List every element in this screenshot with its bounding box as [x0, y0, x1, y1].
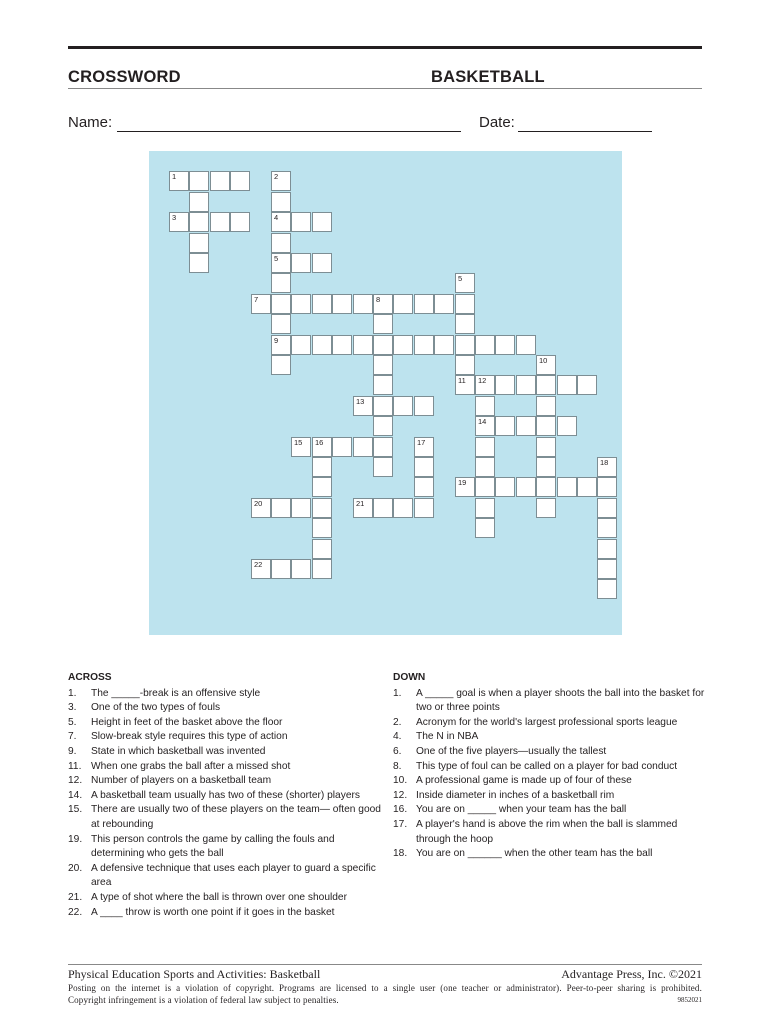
clue-num: 4.: [393, 731, 402, 743]
clue-number: 19: [458, 478, 467, 487]
down-heading: DOWN: [393, 672, 426, 683]
crossword-cell[interactable]: [271, 253, 291, 273]
across-clue: [68, 774, 390, 789]
crossword-cell[interactable]: [597, 457, 617, 477]
clue-number: 17: [417, 438, 426, 447]
clue-number: 9: [274, 336, 279, 345]
down-clue: [393, 687, 705, 716]
clue-num: 14.: [68, 789, 83, 801]
crossword-cell[interactable]: [210, 212, 230, 232]
name-field[interactable]: [117, 131, 461, 132]
product-code: 9852021: [677, 996, 702, 1004]
clue-number: 13: [356, 397, 365, 406]
crossword-cell[interactable]: [475, 375, 495, 395]
crossword-cell[interactable]: [271, 212, 291, 232]
crossword-cell[interactable]: [475, 498, 495, 518]
crossword-cell[interactable]: [373, 416, 393, 436]
crossword-cell[interactable]: [189, 233, 209, 253]
crossword-cell[interactable]: [271, 335, 291, 355]
crossword-cell[interactable]: [353, 396, 373, 416]
clue-text: You are on _____ when your team has the ball: [416, 804, 627, 816]
crossword-cell[interactable]: [516, 335, 536, 355]
clue-text: Height in feet of the basket above the floor: [91, 716, 283, 728]
crossword-cell[interactable]: [271, 171, 291, 191]
clue-num: 12.: [393, 789, 408, 801]
crossword-cell[interactable]: [577, 477, 597, 497]
crossword-cell[interactable]: [230, 212, 250, 232]
clue-num: 17.: [393, 818, 408, 830]
crossword-cell[interactable]: [536, 355, 556, 375]
down-clue: [393, 716, 705, 731]
crossword-cell[interactable]: [495, 416, 515, 436]
crossword-cell[interactable]: [393, 294, 413, 314]
clue-number: 8: [376, 295, 381, 304]
crossword-cell[interactable]: [516, 375, 536, 395]
crossword-cell[interactable]: [577, 375, 597, 395]
crossword-cell[interactable]: [271, 233, 291, 253]
clue-num: 16.: [393, 804, 408, 816]
crossword-cell[interactable]: [536, 396, 556, 416]
across-heading: ACROSS: [68, 672, 112, 683]
crossword-cell[interactable]: [373, 335, 393, 355]
clue-number: 11: [458, 376, 466, 385]
crossword-cell[interactable]: [312, 498, 332, 518]
crossword-cell[interactable]: [414, 335, 434, 355]
crossword-cell[interactable]: [332, 437, 352, 457]
clue-text: A professional game is made up of four of these: [416, 775, 632, 787]
crossword-cell[interactable]: [536, 416, 556, 436]
crossword-cell[interactable]: [475, 437, 495, 457]
clue-num: 5.: [68, 716, 77, 728]
crossword-cell[interactable]: [455, 355, 475, 375]
date-field[interactable]: [518, 131, 652, 132]
crossword-cell[interactable]: [557, 375, 577, 395]
crossword-cell[interactable]: [271, 355, 291, 375]
clue-text: A player's hand is above the rim when the ball is slammed through the hoop: [416, 818, 678, 845]
clue-num: 11.: [68, 760, 82, 772]
footer-title: Physical Education Sports and Activities: Basketball: [68, 967, 321, 981]
clue-text: A type of shot where the ball is thrown over one shoulder: [91, 891, 347, 903]
crossword-cell[interactable]: [557, 416, 577, 436]
across-clue: [68, 833, 390, 862]
crossword-cell[interactable]: [516, 477, 536, 497]
crossword-cell[interactable]: [353, 437, 373, 457]
down-clue: [393, 789, 705, 804]
across-clue: [68, 803, 390, 832]
across-clue: [68, 716, 390, 731]
clue-num: 1.: [68, 687, 77, 699]
crossword-cell[interactable]: [373, 294, 393, 314]
clue-number: 22: [254, 560, 263, 569]
crossword-cell[interactable]: [414, 294, 434, 314]
down-clue: [393, 774, 705, 789]
crossword-cell[interactable]: [597, 477, 617, 497]
across-clue: [68, 891, 390, 906]
clue-text: Slow-break style requires this type of action: [91, 731, 288, 743]
clue-num: 10.: [393, 775, 408, 787]
date-label: Date:: [479, 114, 515, 131]
crossword-cell[interactable]: [536, 457, 556, 477]
clue-number: 7: [254, 295, 259, 304]
crossword-cell[interactable]: [495, 477, 515, 497]
name-label: Name:: [68, 114, 113, 131]
crossword-cell[interactable]: [271, 192, 291, 212]
copyright-notice: Posting on the internet is a violation of copyright. Programs are licensed to a single user (one teacher or administrator). Peer-to-peer sharing is prohibited.: [68, 983, 702, 993]
crossword-cell[interactable]: [455, 477, 475, 497]
clue-number: 14: [478, 417, 487, 426]
crossword-cell[interactable]: [455, 375, 475, 395]
clue-text: There are usually two of these players on the team— often good at rebounding: [91, 804, 381, 830]
crossword-cell[interactable]: [475, 396, 495, 416]
clue-text: One of the five players—usually the tallest: [416, 745, 607, 757]
crossword-cell[interactable]: [597, 498, 617, 518]
clue-text: A defensive technique that uses each player to guard a specific area: [91, 862, 376, 889]
clue-num: 12.: [68, 775, 83, 787]
crossword-cell[interactable]: [414, 396, 434, 416]
clue-number: 3: [172, 213, 177, 222]
clue-num: 20.: [68, 862, 83, 874]
crossword-cell[interactable]: [597, 539, 617, 559]
crossword-cell[interactable]: [291, 498, 311, 518]
clue-text: Number of players on a basketball team: [91, 775, 272, 787]
top-rule: [68, 46, 702, 49]
crossword-cell[interactable]: [455, 335, 475, 355]
crossword-cell[interactable]: [393, 335, 413, 355]
crossword-cell[interactable]: [475, 457, 495, 477]
across-clue: [68, 862, 390, 891]
clue-num: 1.: [393, 687, 402, 699]
crossword-cell[interactable]: [373, 457, 393, 477]
crossword-cell[interactable]: [271, 294, 291, 314]
crossword-cell[interactable]: [312, 518, 332, 538]
clue-text: This type of foul can be called on a player for bad conduct: [416, 760, 678, 772]
clue-text: A _____ goal is when a player shoots the ball into the basket for two or three points: [416, 687, 705, 714]
crossword-cell[interactable]: [271, 498, 291, 518]
crossword-cell[interactable]: [536, 437, 556, 457]
clue-num: 3.: [68, 702, 77, 714]
crossword-cell[interactable]: [291, 437, 311, 457]
crossword-cell[interactable]: [373, 355, 393, 375]
crossword-cell[interactable]: [597, 518, 617, 538]
clue-text: Acronym for the world's largest professional sports league: [416, 716, 678, 728]
crossword-cell[interactable]: [291, 212, 311, 232]
crossword-cell[interactable]: [516, 416, 536, 436]
crossword-cell[interactable]: [393, 396, 413, 416]
crossword-cell[interactable]: [373, 498, 393, 518]
clue-number: 2: [274, 172, 279, 181]
clue-number: 12: [478, 376, 487, 385]
crossword-cell[interactable]: [189, 253, 209, 273]
clue-num: 22.: [68, 906, 83, 918]
down-clue: [393, 847, 705, 862]
clue-text: The N in NBA: [416, 731, 479, 743]
crossword-cell[interactable]: [169, 171, 189, 191]
clue-number: 18: [600, 458, 609, 467]
crossword-cell[interactable]: [373, 396, 393, 416]
crossword-cell[interactable]: [475, 477, 495, 497]
crossword-cell[interactable]: [271, 273, 291, 293]
clue-text: You are on ______ when the other team has the ball: [416, 848, 653, 860]
crossword-cell[interactable]: [353, 294, 373, 314]
crossword-cell[interactable]: [455, 273, 475, 293]
worksheet-topic: BASKETBALL: [431, 68, 545, 86]
clue-num: 21.: [68, 891, 83, 903]
crossword-cell[interactable]: [251, 498, 271, 518]
clue-number: 5: [458, 274, 463, 283]
crossword-cell[interactable]: [414, 498, 434, 518]
crossword-cell[interactable]: [251, 559, 271, 579]
crossword-cell[interactable]: [312, 437, 332, 457]
clue-text: Inside diameter in inches of a basketball rim: [416, 789, 615, 801]
clue-number: 4: [274, 213, 279, 222]
crossword-cell[interactable]: [414, 477, 434, 497]
crossword-cell[interactable]: [353, 498, 373, 518]
crossword-cell[interactable]: [312, 294, 332, 314]
crossword-cell[interactable]: [475, 518, 495, 538]
clue-num: 8.: [393, 760, 402, 772]
crossword-cell[interactable]: [373, 314, 393, 334]
copyright-penalty: Copyright infringement is a violation of federal law subject to penalties.: [68, 995, 339, 1005]
across-clue: [68, 687, 390, 702]
clue-number: 10: [539, 356, 548, 365]
crossword-cell[interactable]: [353, 335, 373, 355]
clue-number: 16: [315, 438, 324, 447]
clue-num: 2.: [393, 716, 402, 728]
crossword-cell[interactable]: [393, 498, 413, 518]
clue-text: A ____ throw is worth one point if it goes in the basket: [91, 906, 335, 918]
across-clue: [68, 745, 390, 760]
crossword-cell[interactable]: [312, 539, 332, 559]
crossword-cell[interactable]: [312, 212, 332, 232]
crossword-cell[interactable]: [373, 437, 393, 457]
footer-publisher: Advantage Press, Inc. ©2021: [561, 967, 702, 981]
crossword-cell[interactable]: [312, 559, 332, 579]
down-clue: [393, 730, 705, 745]
crossword-cell[interactable]: [291, 335, 311, 355]
crossword-cell[interactable]: [251, 294, 271, 314]
clue-text: One of the two types of fouls: [91, 702, 221, 714]
clue-num: 6.: [393, 745, 402, 757]
footer-rule: [68, 964, 702, 965]
down-clues: [393, 671, 705, 862]
across-clue: [68, 730, 390, 745]
across-clue: [68, 789, 390, 804]
crossword-cell[interactable]: [434, 294, 454, 314]
crossword-cell[interactable]: [434, 335, 454, 355]
crossword-cell[interactable]: [495, 335, 515, 355]
crossword-cell[interactable]: [536, 375, 556, 395]
crossword-cell[interactable]: [414, 457, 434, 477]
crossword-cell[interactable]: [557, 477, 577, 497]
crossword-cell[interactable]: [271, 559, 291, 579]
clue-num: 18.: [393, 848, 408, 860]
crossword-cell[interactable]: [455, 314, 475, 334]
crossword-cell[interactable]: [536, 477, 556, 497]
clue-num: 19.: [68, 833, 83, 845]
crossword-cell[interactable]: [189, 171, 209, 191]
crossword-cell[interactable]: [475, 335, 495, 355]
crossword-cell[interactable]: [312, 335, 332, 355]
down-clue: [393, 818, 705, 847]
clue-number: 15: [294, 438, 303, 447]
crossword-cell[interactable]: [536, 498, 556, 518]
clue-text: State in which basketball was invented: [91, 745, 266, 757]
crossword-cell[interactable]: [312, 477, 332, 497]
crossword-cell[interactable]: [597, 559, 617, 579]
crossword-cell[interactable]: [210, 171, 230, 191]
crossword-cell[interactable]: [455, 294, 475, 314]
crossword-cell[interactable]: [597, 579, 617, 599]
crossword-cell[interactable]: [312, 457, 332, 477]
clue-number: 20: [254, 499, 263, 508]
clue-text: When one grabs the ball after a missed shot: [91, 760, 291, 772]
clue-num: 15.: [68, 804, 83, 816]
across-clue: [68, 701, 390, 716]
crossword-cell[interactable]: [373, 375, 393, 395]
clue-num: 7.: [68, 731, 77, 743]
down-clue: [393, 803, 705, 818]
crossword-cell[interactable]: [495, 375, 515, 395]
clue-number: 21: [356, 499, 365, 508]
across-clue: [68, 906, 390, 921]
clue-text: A basketball team usually has two of these (shorter) players: [91, 789, 360, 801]
crossword-cell[interactable]: [271, 314, 291, 334]
clue-number: 5: [274, 254, 279, 263]
clue-num: 9.: [68, 745, 77, 757]
across-clue: [68, 760, 390, 775]
down-clue: [393, 760, 705, 775]
crossword-cell[interactable]: [169, 212, 189, 232]
crossword-cell[interactable]: [291, 294, 311, 314]
clue-number: 1: [172, 172, 177, 181]
crossword-cell[interactable]: [332, 335, 352, 355]
worksheet-type: CROSSWORD: [68, 68, 181, 86]
crossword-cell[interactable]: [312, 253, 332, 273]
header-rule: [68, 88, 702, 89]
clue-text: The _____-break is an offensive style: [91, 687, 261, 699]
crossword-cell[interactable]: [189, 192, 209, 212]
across-clues: [68, 671, 390, 920]
crossword-cell[interactable]: [475, 416, 495, 436]
crossword-cell[interactable]: [230, 171, 250, 191]
crossword-cell[interactable]: [189, 212, 209, 232]
crossword-cell[interactable]: [291, 253, 311, 273]
crossword-cell[interactable]: [291, 559, 311, 579]
crossword-cell[interactable]: [332, 294, 352, 314]
crossword-cell[interactable]: [414, 437, 434, 457]
clue-text: This person controls the game by calling the fouls and determining who gets the ball: [91, 833, 335, 860]
down-clue: [393, 745, 705, 760]
